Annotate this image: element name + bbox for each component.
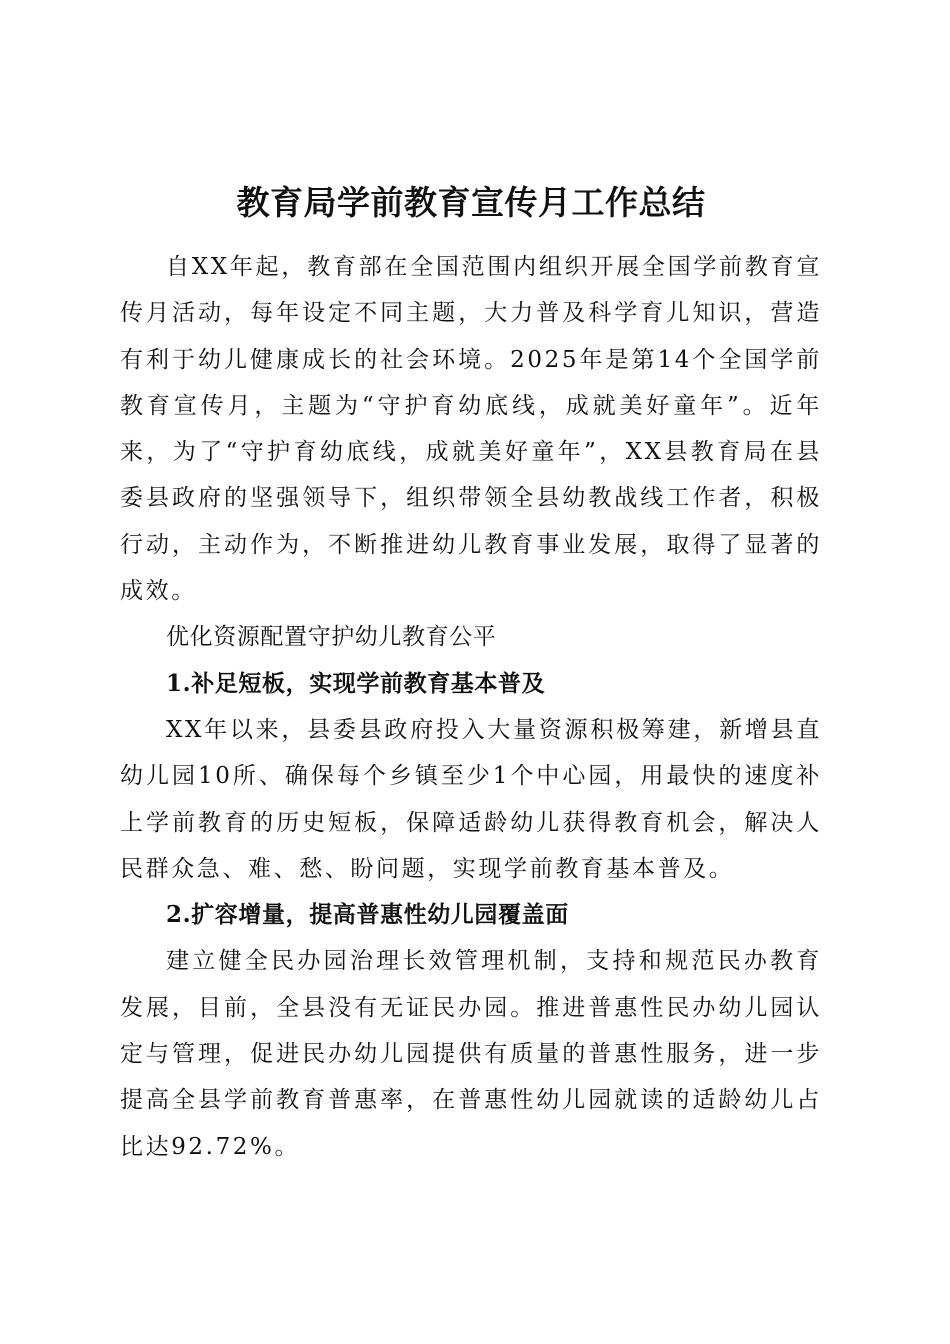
section-heading: 优化资源配置守护幼儿教育公平	[166, 624, 497, 651]
intro-paragraph: 自XX年起，教育部在全国范围内组织开展全国学前教育宣传月活动，每年设定不同主题，大力普及科学育儿知识，营造有利于幼儿健康成长的社会环境。2025年是第14个全国学前教育宣传月，主题为“守护育幼底线，成就美好童年”。近年来，为了“守护育幼底线，成就美好童年”，XX县教育局在县委县政府的坚强领导下，组织带领全县幼教战线工作者，积极行动，主动作为，不断推进幼儿教育事业发展，取得了显著的成效。	[120, 254, 822, 605]
subsection-heading-1: 1.补足短板，实现学前教育基本普及	[166, 669, 546, 697]
subsection-paragraph-2: 建立健全民办园治理长效管理机制，支持和规范民办教育发展，目前，全县没有无证民办园。推进普惠性民办幼儿园认定与管理，促进民办幼儿园提供有质量的普惠性服务，进一步提高全县学前教育普惠率，在普惠性幼儿园就读的适龄幼儿占比达92.72%。	[120, 948, 822, 1160]
document-title: 教育局学前教育宣传月工作总结	[236, 183, 706, 222]
subsection-paragraph-1: XX年以来，县委县政府投入大量资源积极筹建，新增县直幼儿园10所、确保每个乡镇至少1个中心园，用最快的速度补上学前教育的历史短板，保障适龄幼儿获得教育机会，解决人民群众急、难、愁、盼问题，实现学前教育基本普及。	[120, 716, 822, 882]
document-body	[120, 244, 822, 1170]
subsection-heading-2: 2.扩容增量，提高普惠性幼儿园覆盖面	[166, 901, 569, 929]
